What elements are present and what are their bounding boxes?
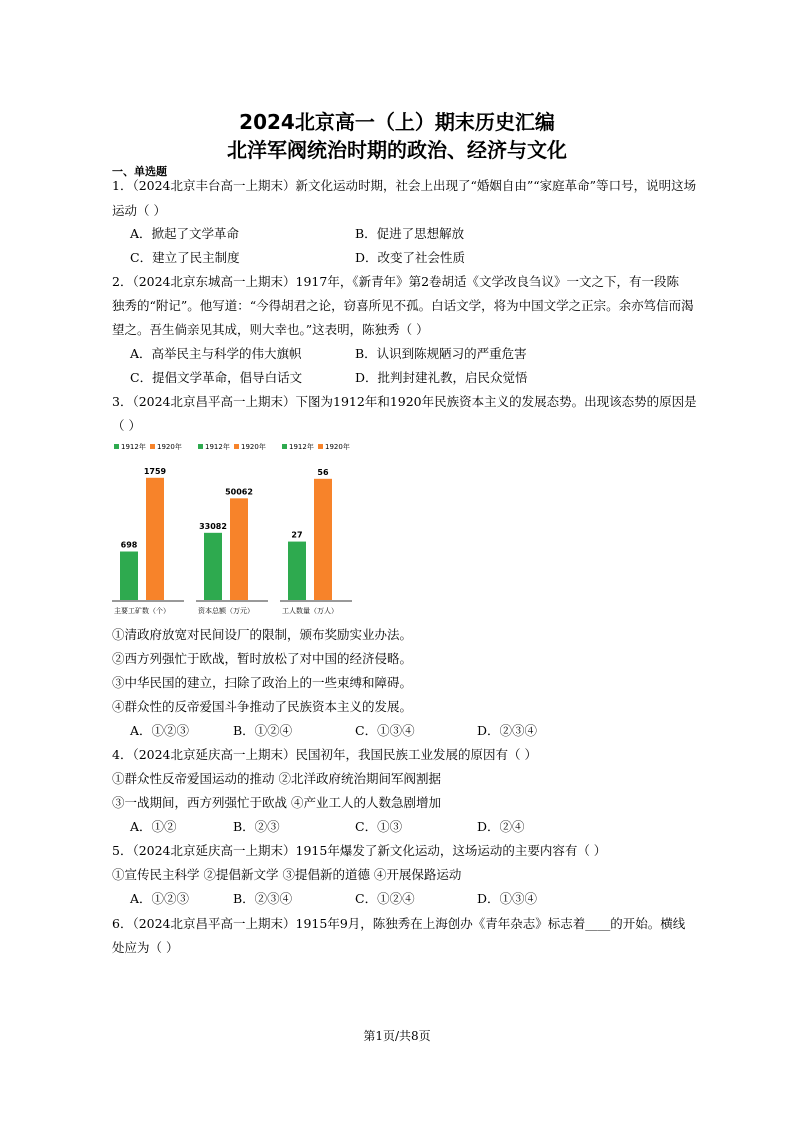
data-label-1-2: 1759 xyxy=(143,466,167,476)
question-5-text: 5．（2024北京延庆高一上期末）1915年爆发了新文化运动，这场运动的主要内容有（ ） xyxy=(112,843,607,858)
page-subtitle: 北洋军阀统治时期的政治、经济与文化 xyxy=(227,138,567,162)
legend-label-2-2: 1920年 xyxy=(241,443,266,451)
q3-statement-1: ①清政府放宽对民间设厂的限制，颁布奖励实业办法。 xyxy=(112,627,413,642)
q4-statements-2: ③一战期间，西方列强忙于欧战 ④产业工人的人数急剧增加 xyxy=(112,795,441,810)
q5-statements: ①宣传民主科学 ②提倡新文学 ③提倡新的道德 ④开展保路运动 xyxy=(112,867,462,882)
data-label-3-2: 56 xyxy=(317,467,329,477)
question-2-text-cont2: 望之。吾生倘亲见其成，则大幸也。”这表明，陈独秀（ ） xyxy=(112,322,429,337)
q2-option-c[interactable]: C．提倡文学革命，倡导白话文 xyxy=(130,370,303,385)
axis-label-2: 资本总额（万元） xyxy=(198,607,254,615)
q5-option-d[interactable]: D．①③④ xyxy=(477,891,538,906)
bar-1-2 xyxy=(146,478,164,600)
axis-label-3: 工人数量（万人） xyxy=(282,607,338,615)
question-2-text: 2．（2024北京东城高一上期末）1917年，《新青年》第2卷胡适《文学改良刍议》一文之下，有一段陈 xyxy=(112,274,680,289)
legend-swatch-3-2 xyxy=(318,444,323,449)
q4-statements-1: ①群众性反帝爱国运动的推动 ②北洋政府统治期间军阀割据 xyxy=(112,771,441,786)
question-6-text-cont: 处应为（ ） xyxy=(112,940,179,955)
q5-option-c[interactable]: C．①②④ xyxy=(355,891,415,906)
page-footer: 第1页/共8页 xyxy=(363,1029,431,1043)
q5-option-a[interactable]: A．①②③ xyxy=(130,891,190,906)
q1-option-c[interactable]: C．建立了民主制度 xyxy=(130,250,240,265)
legend-label-3-1: 1912年 xyxy=(289,443,314,451)
q2-option-d[interactable]: D．批判封建礼教，启民众觉悟 xyxy=(355,370,528,385)
q3-statement-4: ④群众性的反帝爱国斗争推动了民族资本主义的发展。 xyxy=(112,699,413,714)
legend-swatch-2-2 xyxy=(234,444,239,449)
data-label-1-1: 698 xyxy=(120,540,138,550)
data-label-2-2: 50062 xyxy=(225,487,253,497)
q3-statement-3: ③中华民国的建立，扫除了政治上的一些束缚和障碍。 xyxy=(112,675,413,690)
page-title: 2024北京高一（上）期末历史汇编 xyxy=(239,110,555,134)
q1-option-a[interactable]: A．掀起了文学革命 xyxy=(130,226,240,241)
legend-swatch-3-1 xyxy=(282,444,287,449)
q2-option-a[interactable]: A．高举民主与科学的伟大旗帜 xyxy=(130,346,302,361)
data-label-2-1: 33082 xyxy=(199,521,227,531)
q3-statement-2: ②西方列强忙于欧战，暂时放松了对中国的经济侵略。 xyxy=(112,651,413,666)
legend-swatch-2-1 xyxy=(198,444,203,449)
question-6-text: 6．（2024北京昌平高一上期末）1915年9月，陈独秀在上海创办《青年杂志》标志着____的开始。横线 xyxy=(112,916,686,931)
legend-label-1-2: 1920年 xyxy=(157,443,182,451)
bar-2-2 xyxy=(230,498,248,600)
q4-option-b[interactable]: B．②③ xyxy=(233,819,280,834)
legend-swatch-1-1 xyxy=(114,444,119,449)
question-1-text-cont: 运动（ ） xyxy=(112,203,166,218)
section-heading: 一、单选题 xyxy=(112,165,167,178)
q4-option-d[interactable]: D．②④ xyxy=(477,819,525,834)
q1-option-b[interactable]: B．促进了思想解放 xyxy=(355,226,465,241)
bar-chart xyxy=(110,440,370,620)
legend-swatch-1-2 xyxy=(150,444,155,449)
question-3-text-cont: （ ） xyxy=(112,418,141,433)
q5-option-b[interactable]: B．②③④ xyxy=(233,891,293,906)
legend-label-1-1: 1912年 xyxy=(121,443,146,451)
data-label-3-1: 27 xyxy=(291,530,303,540)
axis-label-1: 主要工矿数（个） xyxy=(114,607,170,615)
q3-option-a[interactable]: A．①②③ xyxy=(130,723,190,738)
bar-1-1 xyxy=(120,552,138,600)
bar-2-1 xyxy=(204,533,222,600)
legend-label-3-2: 1920年 xyxy=(325,443,350,451)
q3-option-d[interactable]: D．②③④ xyxy=(477,723,538,738)
q3-option-c[interactable]: C．①③④ xyxy=(355,723,415,738)
q4-option-c[interactable]: C．①③ xyxy=(355,819,403,834)
legend-label-2-1: 1912年 xyxy=(205,443,230,451)
bar-3-1 xyxy=(288,542,306,600)
q3-option-b[interactable]: B．①②④ xyxy=(233,723,293,738)
bar-3-2 xyxy=(314,479,332,600)
question-4-text: 4．（2024北京延庆高一上期末）民国初年，我国民族工业发展的原因有（ ） xyxy=(112,747,537,762)
question-3-text: 3．（2024北京昌平高一上期末）下图为1912年和1920年民族资本主义的发展态势。出现该态势的原因是 xyxy=(112,394,697,409)
q2-option-b[interactable]: B．认识到陈规陋习的严重危害 xyxy=(355,346,527,361)
question-2-text-cont: 独秀的“附记”。他写道：“今得胡君之论，窃喜所见不孤。白话文学，将为中国文学之正宗。余亦笃信而渴 xyxy=(112,298,694,313)
q1-option-d[interactable]: D．改变了社会性质 xyxy=(355,250,466,265)
q4-option-a[interactable]: A．①② xyxy=(130,819,177,834)
question-1-text: 1．（2024北京丰台高一上期末）新文化运动时期，社会上出现了“婚姻自由”“家庭革命”等口号，说明这场 xyxy=(112,178,697,193)
